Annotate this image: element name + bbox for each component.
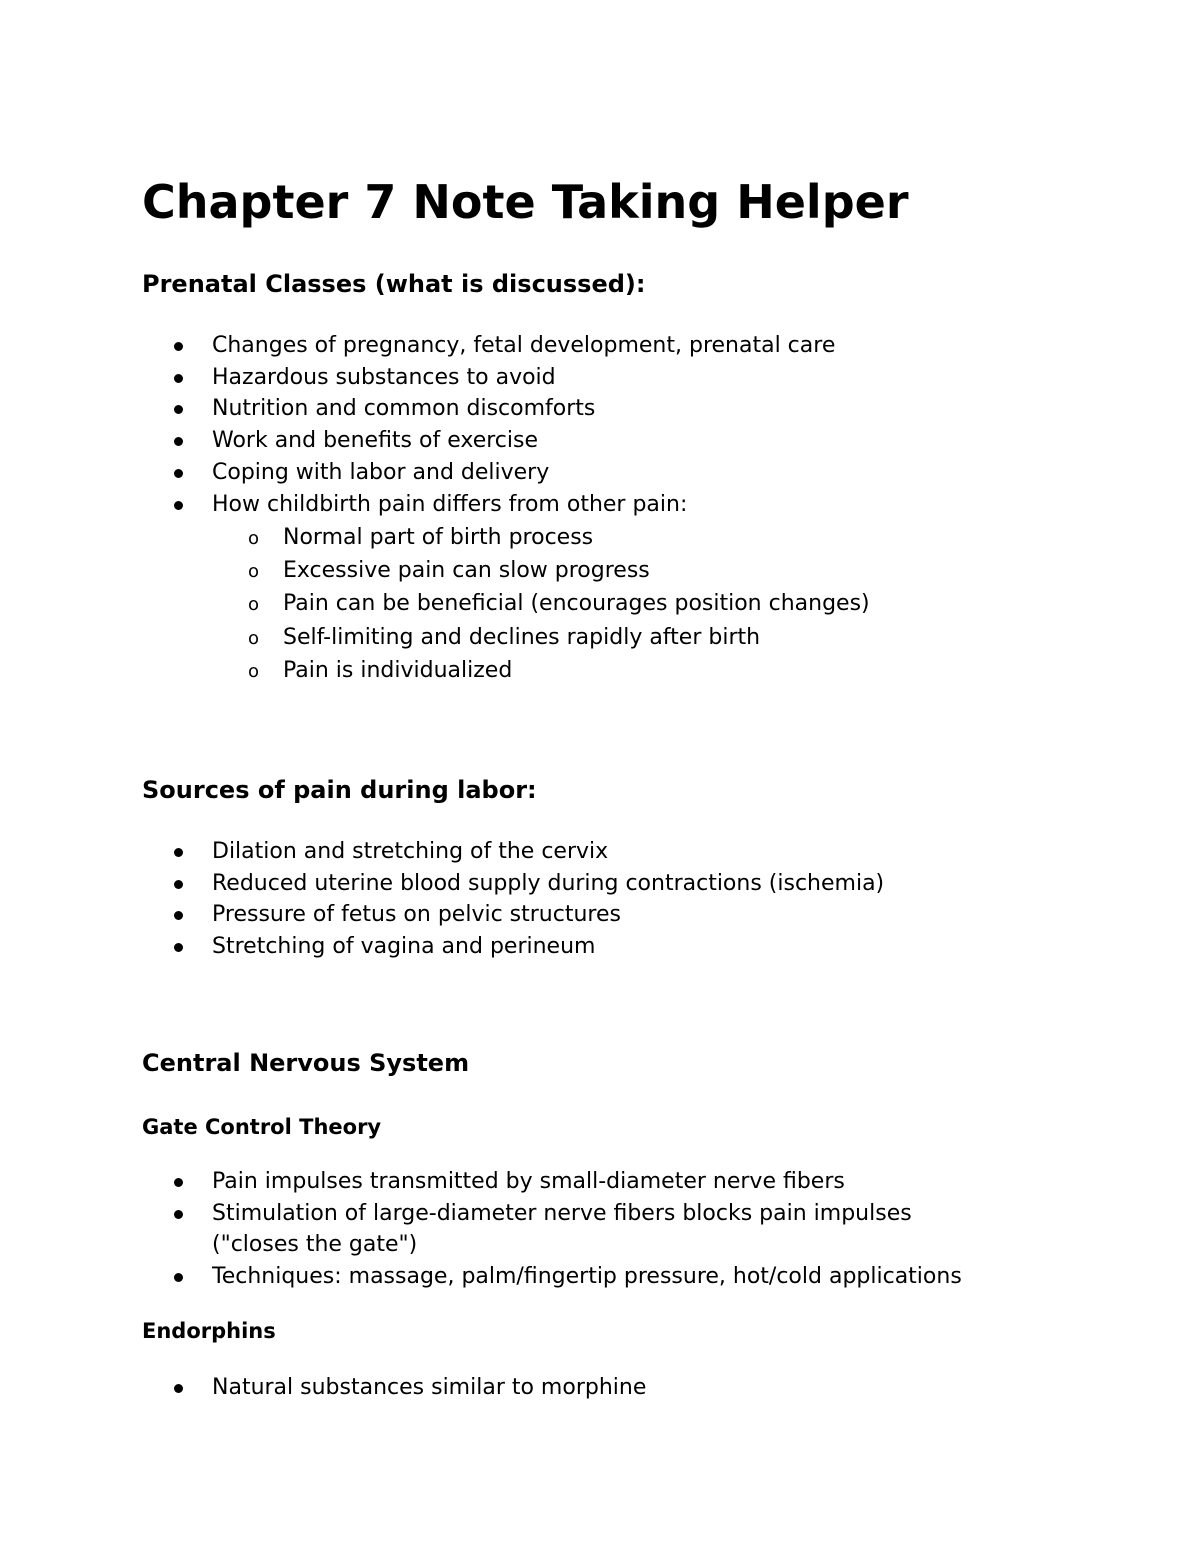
sub-list-item: o Pain is individualized	[142, 654, 870, 687]
sub-list-item: o Normal part of birth process	[142, 521, 870, 554]
bullet-icon	[174, 911, 183, 920]
endorphins-list	[142, 1372, 646, 1404]
list-item: Stimulation of large-diameter nerve fibers blocks pain impulses ("closes the gate")	[142, 1198, 972, 1261]
bullet-icon	[174, 374, 183, 383]
list-item: Coping with labor and delivery	[142, 457, 835, 489]
section-heading-sources-of-pain: Sources of pain during labor:	[142, 776, 537, 804]
list-item: How childbirth pain differs from other pain:	[142, 489, 835, 521]
list-item: Hazardous substances to avoid	[142, 362, 835, 394]
list-item: Dilation and stretching of the cervix	[142, 836, 884, 868]
circle-bullet-icon: o	[248, 594, 260, 616]
bullet-icon	[174, 880, 183, 889]
list-item: Changes of pregnancy, fetal development, prenatal care	[142, 330, 835, 362]
bullet-icon	[174, 1210, 183, 1219]
list-item: Work and benefits of exercise	[142, 425, 835, 457]
sources-of-pain-list	[142, 836, 884, 963]
bullet-icon	[174, 1273, 183, 1282]
bullet-icon	[174, 848, 183, 857]
circle-bullet-icon: o	[248, 660, 260, 682]
bullet-icon	[174, 501, 183, 510]
list-item: Natural substances similar to morphine	[142, 1372, 646, 1404]
gate-control-theory-list	[142, 1166, 972, 1293]
sub-list-item: o Self-limiting and declines rapidly after birth	[142, 621, 870, 654]
circle-bullet-icon: o	[248, 528, 260, 549]
sub-list-item: o Pain can be beneficial (encourages position changes)	[142, 587, 870, 620]
sub-list-item: o Excessive pain can slow progress	[142, 554, 870, 587]
list-item: Reduced uterine blood supply during contractions (ischemia)	[142, 868, 884, 900]
bullet-icon	[174, 1384, 183, 1393]
subsection-heading-endorphins: Endorphins	[142, 1319, 276, 1343]
page-title: Chapter 7 Note Taking Helper	[142, 175, 909, 229]
section-heading-prenatal-classes: Prenatal Classes (what is discussed):	[142, 270, 646, 298]
bullet-icon	[174, 943, 183, 952]
bullet-icon	[174, 405, 183, 414]
bullet-icon	[174, 437, 183, 446]
bullet-icon	[174, 469, 183, 478]
list-item: Pressure of fetus on pelvic structures	[142, 899, 884, 931]
subsection-heading-gate-control-theory: Gate Control Theory	[142, 1115, 382, 1139]
section-heading-central-nervous-system: Central Nervous System	[142, 1049, 470, 1077]
circle-bullet-icon: o	[248, 561, 260, 583]
list-item: Pain impulses transmitted by small-diameter nerve fibers	[142, 1166, 972, 1198]
prenatal-classes-list	[142, 330, 835, 520]
bullet-icon	[174, 342, 183, 351]
bullet-icon	[174, 1178, 183, 1187]
childbirth-pain-sublist	[142, 521, 870, 687]
list-item: Nutrition and common discomforts	[142, 393, 835, 425]
circle-bullet-icon: o	[248, 627, 260, 649]
list-item: Techniques: massage, palm/fingertip pressure, hot/cold applications	[142, 1261, 972, 1293]
list-item: Stretching of vagina and perineum	[142, 931, 884, 963]
